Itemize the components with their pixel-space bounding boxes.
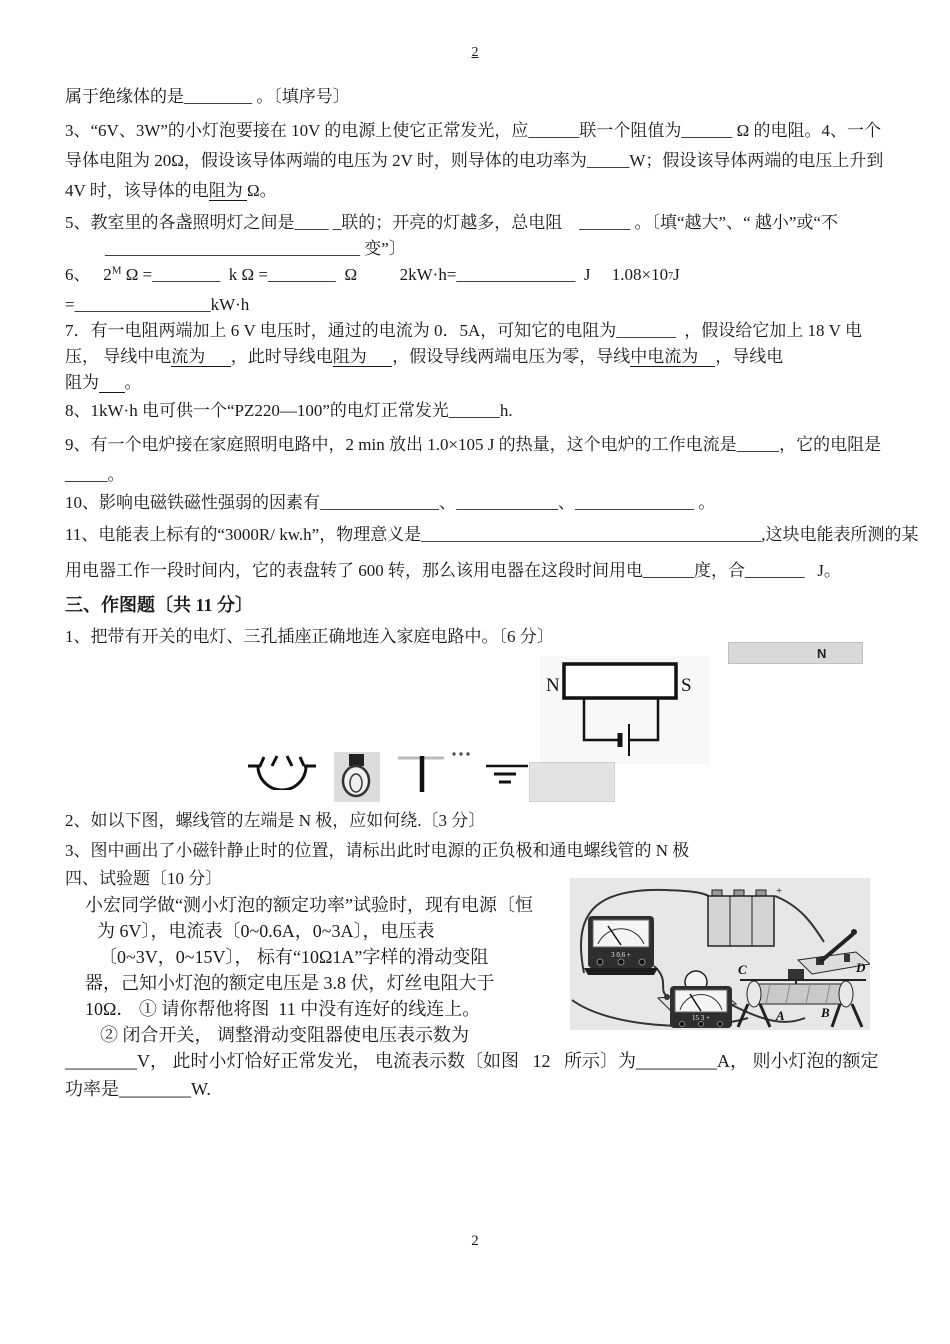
ground-icon	[486, 756, 528, 792]
question-6-line-1: 6、 $2^M$ Ω =________ k Ω =________ Ω 2kW·h=______________ J 1.08×107J	[65, 264, 680, 284]
rheostat-label-a: A	[776, 1008, 785, 1023]
ammeter	[584, 916, 658, 975]
question-8-line: 8、1kW·h 电可供一个“PZ220—100”的电灯正常发光______h.	[65, 401, 513, 420]
battery-plus-label: +	[776, 885, 783, 897]
lamp-socket-icon	[246, 750, 318, 790]
question-7-line-1: 7．有一电阻两端加上 6 V 电压时，通过的电流为 0．5A，可知它的电阻为_______ ，假设给它加上 18 V 电	[65, 321, 862, 340]
experiment-line-7: ________V， 此时小灯恰好正常发光， 电流表示数〔如图 12 所示〕为_________A， 则小灯泡的额定	[65, 1051, 879, 1071]
drawing-question-3: 3、图中画出了小磁针静止时的位置，请标出此时电源的正负极和通电螺线管的 N 极	[65, 841, 690, 860]
fill-blank-intro-line: 属于绝缘体的是________ 。〔填序号〕	[65, 87, 350, 106]
question-3-4-line-1: 3、“6V、3W”的小灯泡要接在 10V 的电源上使它正常发光，应______联一个阻值为______ Ω 的电阻。4、一个	[65, 121, 882, 140]
superscript-7: 7	[668, 271, 674, 282]
question-6-line-2: =________________kW·h	[65, 295, 250, 314]
question-7-line-2: 压， 导线中电流为 ，此时导线电阻为 ，假设导线两端电压为零，导线中电流为 ，导线电	[65, 347, 784, 366]
question-5-line-1: 5、教室里的各盏照明灯之间是____ _联的；开亮的灯越多，总电阻 ______ 。〔填“越大”、“ 越小”或“不	[65, 213, 838, 232]
left-pole-label: N	[546, 675, 560, 696]
drawing-question-2: 2、如以下图，螺线管的左端是 N 极，应如何绕.〔3 分〕	[65, 811, 486, 830]
page-number-top: 2	[471, 45, 479, 60]
question-3-4-line-3: 4V 时，该导体的电阻为 Ω。	[65, 181, 277, 200]
experiment-line-2: 为 6V〕，电流表〔0~0.6A，0~3A〕，电压表	[97, 921, 435, 941]
question-3-4-line-2: 导体电阻为 20Ω，假设该导体两端的电压为 2V 时，则导体的电功率为_____W；假设该导体两端的电压上升到	[65, 151, 884, 170]
superscript-M: M	[111, 264, 122, 277]
voltmeter-terminal-labels: 15 3 +	[692, 1014, 710, 1022]
ammeter-terminal-labels: 3 0.6 +	[611, 951, 631, 959]
rheostat-label-c: C	[738, 962, 747, 977]
question-11-line-1: 11、电能表上标有的“3000R/ kw.h”，物理意义是________________________________________,这块电能表所测的某	[65, 525, 919, 544]
experiment-line-3: 〔0~3V，0~15V〕， 标有“10Ω1A”字样的滑动变阻	[99, 947, 489, 967]
voltmeter	[670, 986, 732, 1028]
experiment-line-8: 功率是________W.	[65, 1079, 211, 1099]
question-7-line-3: 阻为 。	[65, 373, 142, 392]
page-number-bottom: 2	[471, 1233, 479, 1249]
switch-icon	[398, 748, 473, 793]
rheostat-label-d: D	[856, 960, 866, 975]
bar-magnet-figure	[728, 642, 863, 664]
experiment-line-6: ② 闭合开关， 调整滑动变阻器使电压表示数为	[100, 1025, 469, 1045]
experiment-line-1: 小宏同学做“测小灯泡的额定功率”试验时，现有电源〔恒	[85, 895, 533, 915]
experiment-line-5: 10Ω． ① 请你帮他将图 11 中没有连好的线连上。	[85, 999, 481, 1019]
question-5-line-2: ______________________________ 变”〕	[105, 239, 406, 258]
question-11-line-2: 用电器工作一段时间内，它的表盘转了 600 转，那么该用电器在这段时间用电______度，合_______ J。	[65, 561, 841, 580]
bar-magnet-pole-label: N	[817, 645, 827, 661]
section-4-heading: 四、试验题〔10 分〕	[65, 869, 223, 888]
right-pole-label: S	[681, 675, 692, 696]
section-3-heading: 三、作图题〔共 11 分〕	[65, 595, 254, 615]
bulb-icon	[334, 752, 380, 802]
rheostat-label-b: B	[821, 1005, 830, 1020]
magnet-circuit-figure	[540, 656, 710, 764]
experiment-figure	[570, 878, 870, 1030]
question-10-line: 10、影响电磁铁磁性强弱的因素有______________、____________、______________ 。	[65, 493, 716, 512]
question-9-line-1: 9、有一个电炉接在家庭照明电路中，2 min 放出 1.0×105 J 的热量，这个电炉的工作电流是_____，它的电阻是	[65, 435, 882, 454]
experiment-line-4: 器，己知小灯泡的额定电压是 3.8 伏，灯丝电阻大于	[85, 973, 495, 993]
drawing-question-1: 1、把带有开关的电灯、三孔插座正确地连入家庭电路中。〔6 分〕	[65, 627, 554, 646]
question-9-line-2: _____。	[65, 465, 125, 484]
blank-grey-box	[529, 762, 615, 802]
solenoid-box	[564, 664, 676, 698]
